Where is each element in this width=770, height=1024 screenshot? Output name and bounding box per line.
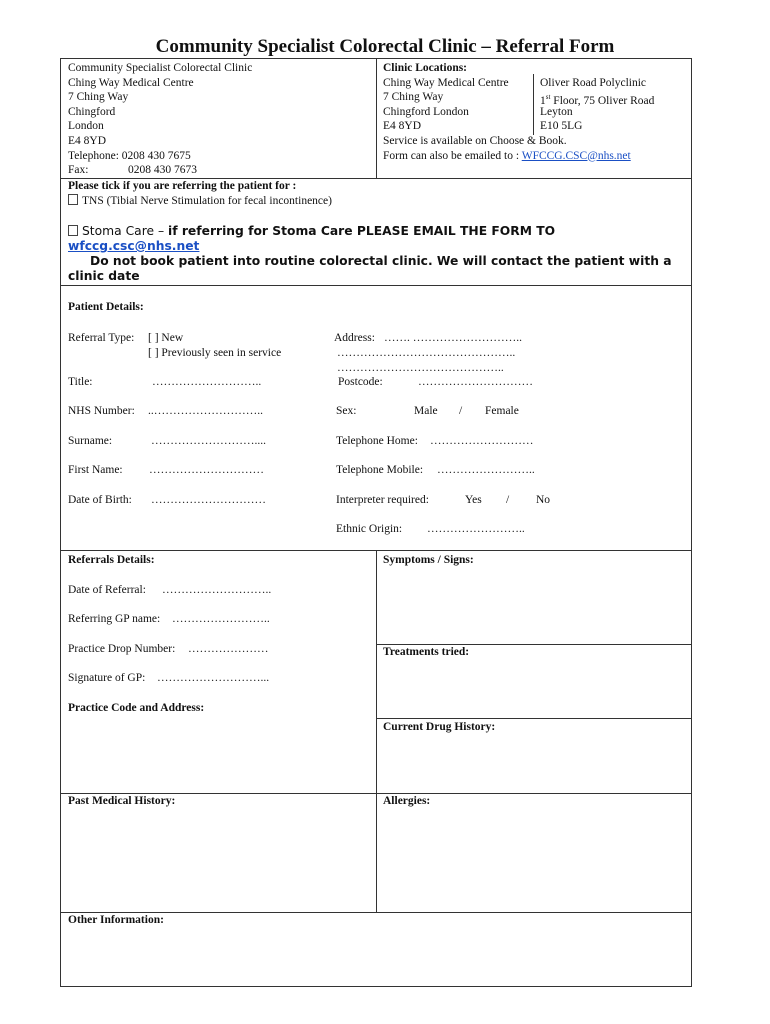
clinic-fax-number: 0208 430 7673 <box>128 164 197 177</box>
telephone-home-label: Telephone Home: <box>336 435 418 447</box>
email-note: Form can also be emailed to : WFCCG.CSC@nhs.net <box>383 149 631 162</box>
divider <box>376 550 377 913</box>
location-1-line: Ching Way Medical Centre <box>383 76 509 89</box>
stoma-checkbox[interactable] <box>68 225 78 236</box>
address-field[interactable]: …………………………………….. <box>337 362 504 374</box>
referring-gp-field[interactable]: …………………….. <box>172 613 270 625</box>
interpreter-yes-option[interactable]: Yes <box>465 494 482 506</box>
tns-option[interactable]: TNS (Tibial Nerve Stimulation for fecal incontinence) <box>68 194 332 209</box>
first-name-label: First Name: <box>68 464 123 476</box>
clinic-address-line: London <box>68 120 104 133</box>
date-of-referral-field[interactable]: ……………………….. <box>162 584 272 596</box>
interpreter-label: Interpreter required: <box>336 494 429 506</box>
allergies-label: Allergies: <box>383 795 431 807</box>
clinic-address-line: Chingford <box>68 105 116 118</box>
nhs-number-label: NHS Number: <box>68 405 135 417</box>
clinic-address-line: Ching Way Medical Centre <box>68 76 194 89</box>
address-field[interactable]: ……………………………………….. <box>337 347 516 359</box>
sex-female-option[interactable]: Female <box>485 405 519 417</box>
date-of-birth-field[interactable]: ………………………… <box>151 494 266 506</box>
telephone-mobile-label: Telephone Mobile: <box>336 464 424 476</box>
location-1-line: Chingford London <box>383 105 469 118</box>
divider <box>376 58 377 178</box>
postcode-label: Postcode: <box>338 376 383 388</box>
title-field[interactable]: ……………………….. <box>152 376 262 388</box>
telephone-mobile-field[interactable]: …………………….. <box>437 464 535 476</box>
postcode-field[interactable]: ………………………… <box>418 376 533 388</box>
referral-type-previous[interactable]: [ ] Previously seen in service <box>148 347 282 359</box>
ethnic-origin-field[interactable]: …………………….. <box>427 523 525 535</box>
referral-type-new[interactable]: [ ] New <box>148 332 184 344</box>
gp-signature-label: Signature of GP: <box>68 672 146 684</box>
clinic-address-line: Community Specialist Colorectal Clinic <box>68 62 253 74</box>
surname-label: Surname: <box>68 435 113 447</box>
interpreter-no-option[interactable]: No <box>536 494 551 506</box>
ethnic-origin-label: Ethnic Origin: <box>336 523 403 535</box>
address-label: Address: <box>334 332 375 344</box>
tns-checkbox[interactable] <box>68 194 78 205</box>
location-2-postcode: E10 5LG <box>540 120 583 133</box>
sex-label: Sex: <box>336 405 357 417</box>
telephone-home-field[interactable]: ……………………… <box>430 435 534 447</box>
title-label: Title: <box>68 376 93 388</box>
location-2-town: Leyton <box>540 105 573 118</box>
referral-for-heading: Please tick if you are referring the patient for : <box>68 180 297 192</box>
patient-details-heading: Patient Details: <box>68 301 144 313</box>
location-1-line: 7 Ching Way <box>383 91 444 104</box>
sex-male-option[interactable]: Male <box>414 405 438 417</box>
divider <box>533 74 534 135</box>
date-of-referral-label: Date of Referral: <box>68 584 146 596</box>
stoma-email-link[interactable]: wfccg.csc@nhs.net <box>68 239 200 253</box>
practice-drop-field[interactable]: ………………… <box>188 643 269 655</box>
stoma-note-line: Do not book patient into routine colorectal clinic. We will contact the patient with a <box>90 254 672 268</box>
location-1-line: E4 8YD <box>383 120 422 133</box>
clinic-address-line: 7 Ching Way <box>68 91 129 104</box>
clinic-telephone: Telephone: 0208 430 7675 <box>68 149 191 162</box>
symptoms-signs-label: Symptoms / Signs: <box>383 554 474 566</box>
choose-book-note: Service is available on Choose & Book. <box>383 135 567 147</box>
referrals-details-heading: Referrals Details: <box>68 554 155 566</box>
clinic-fax-label: Fax: <box>68 164 89 177</box>
divider <box>60 285 692 286</box>
clinic-locations-heading: Clinic Locations: <box>383 62 468 74</box>
stoma-note-line: clinic date <box>68 269 140 283</box>
address-field[interactable]: ……. ……………………….. <box>384 332 522 344</box>
location-2-name: Oliver Road Polyclinic <box>540 76 647 89</box>
stoma-option[interactable]: Stoma Care – if referring for Stoma Care PLEASE EMAIL THE FORM TO <box>68 224 555 239</box>
treatments-tried-label: Treatments tried: <box>383 646 470 658</box>
current-drug-history-label: Current Drug History: <box>383 721 496 733</box>
date-of-birth-label: Date of Birth: <box>68 494 132 506</box>
form-title: Community Specialist Colorectal Clinic – Referral Form <box>155 36 615 57</box>
sex-separator: / <box>459 405 463 417</box>
referral-type-label: Referral Type: <box>68 332 135 344</box>
nhs-number-field[interactable]: ..……………………….. <box>148 405 263 417</box>
practice-drop-label: Practice Drop Number: <box>68 643 176 655</box>
practice-code-address-label: Practice Code and Address: <box>68 702 205 714</box>
other-information-label: Other Information: <box>68 914 164 926</box>
referring-gp-label: Referring GP name: <box>68 613 161 625</box>
surname-field[interactable]: ……………………….... <box>151 435 266 447</box>
past-medical-history-label: Past Medical History: <box>68 795 176 807</box>
clinic-address-line: E4 8YD <box>68 135 107 147</box>
location-2-address: 1st Floor, 75 Oliver Road <box>540 93 655 108</box>
email-link[interactable]: WFCCG.CSC@nhs.net <box>521 149 631 162</box>
interpreter-separator: / <box>506 494 510 506</box>
first-name-field[interactable]: ………………………… <box>149 464 264 476</box>
divider <box>376 718 692 719</box>
gp-signature-field[interactable]: ………………………... <box>157 672 270 684</box>
